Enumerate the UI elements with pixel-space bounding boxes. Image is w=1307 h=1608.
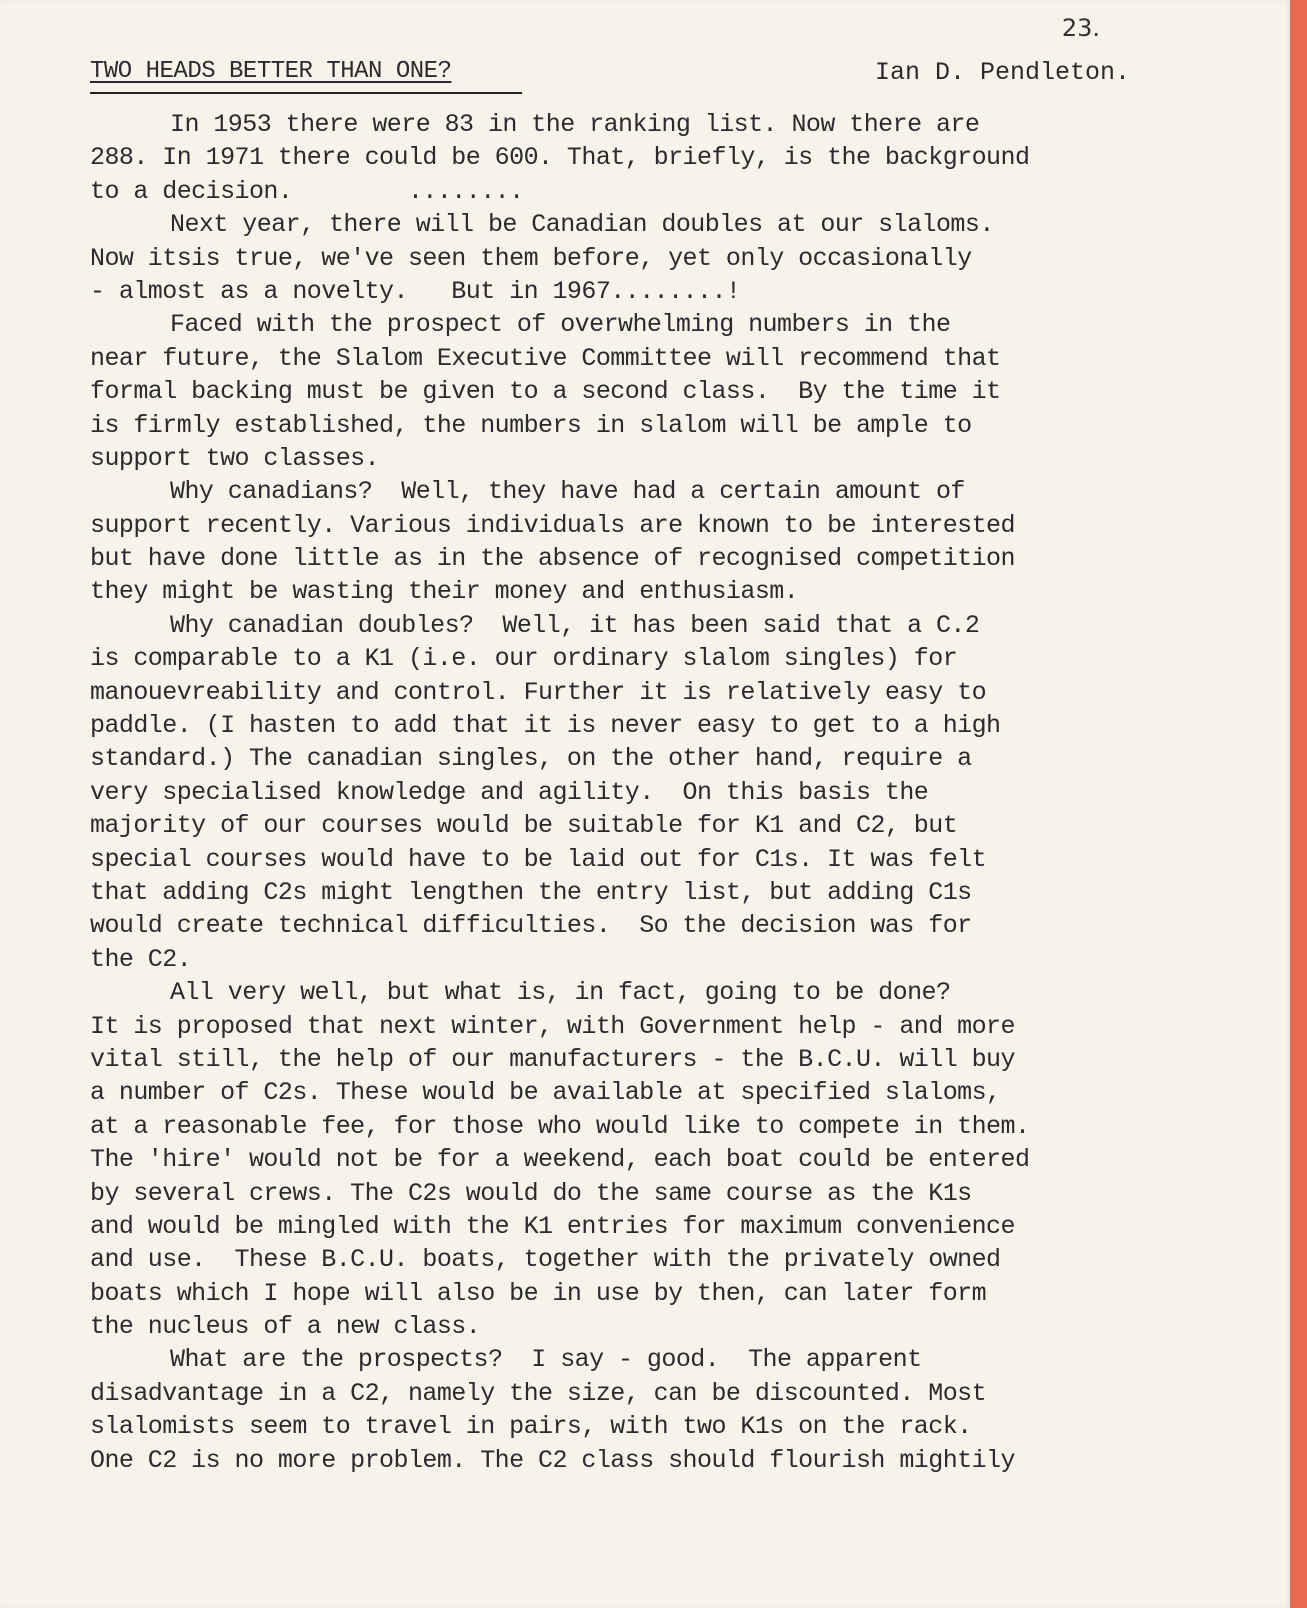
body-text-line: is firmly established, the numbers in slalom will be ample to bbox=[90, 410, 972, 440]
body-text-line: formal backing must be given to a second class. By the time it bbox=[90, 377, 1001, 407]
body-text-line: One C2 is no more problem. The C2 class should flourish mightily bbox=[90, 1445, 1015, 1475]
body-text-line: paddle. (I hasten to add that it is never easy to get to a high bbox=[90, 711, 1001, 741]
body-text-line: disadvantage in a C2, namely the size, can be discounted. Most bbox=[90, 1378, 987, 1408]
body-text-line: is comparable to a K1 (i.e. our ordinary slalom singles) for bbox=[90, 644, 958, 674]
article-header bbox=[90, 58, 1130, 94]
body-text-line: slalomists seem to travel in pairs, with two K1s on the rack. bbox=[90, 1412, 972, 1442]
body-text-line: In 1953 there were 83 in the ranking list. Now there are bbox=[170, 110, 980, 139]
title-underline bbox=[90, 92, 522, 94]
article-author: Ian D. Pendleton. bbox=[874, 58, 1130, 87]
body-text-line: the C2. bbox=[90, 944, 192, 974]
body-text-line: by several crews. The C2s would do the same course as the K1s bbox=[90, 1178, 972, 1208]
body-text-line: Faced with the prospect of overwhelming numbers in the bbox=[170, 310, 951, 340]
body-text-line: at a reasonable fee, for those who would like to compete in them. bbox=[90, 1111, 1030, 1141]
body-text-line: would create technical difficulties. So the decision was for bbox=[90, 911, 972, 941]
body-text-line: Why canadians? Well, they have had a certain amount of bbox=[170, 477, 965, 507]
body-text-line: Why canadian doubles? Well, it has been said that a C.2 bbox=[170, 610, 980, 640]
body-text-line: support recently. Various individuals are known to be interested bbox=[90, 510, 1015, 540]
page-edge bbox=[1290, 0, 1307, 1608]
page-number: 23. bbox=[1061, 14, 1100, 42]
body-text-line: Next year, there will be Canadian doubles at our slaloms. bbox=[170, 210, 994, 240]
body-text-line: It is proposed that next winter, with Government help - and more bbox=[90, 1011, 1015, 1041]
body-text-line: All very well, but what is, in fact, going to be done? bbox=[170, 978, 951, 1008]
body-text-line: standard.) The canadian singles, on the other hand, require a bbox=[90, 744, 972, 774]
body-text-line: Now itsis true, we've seen them before, yet only occasionally bbox=[90, 243, 972, 273]
body-text-line: near future, the Slalom Executive Committee will recommend that bbox=[90, 343, 1001, 373]
body-text-line: 288. In 1971 there could be 600. That, briefly, is the background bbox=[90, 143, 1030, 173]
body-text-line: special courses would have to be laid out for C1s. It was felt bbox=[90, 844, 987, 874]
body-text-line: but have done little as in the absence of recognised competition bbox=[90, 544, 1015, 574]
body-text-line: manouevreability and control. Further it is relatively easy to bbox=[90, 677, 987, 707]
body-text-line: that adding C2s might lengthen the entry list, but adding C1s bbox=[90, 877, 972, 907]
body-text-line: support two classes. bbox=[90, 443, 380, 473]
body-text-line: a number of C2s. These would be available at specified slaloms, bbox=[90, 1078, 1001, 1108]
body-text-line: vital still, the help of our manufacturers - the B.C.U. will buy bbox=[90, 1044, 1015, 1074]
body-text-line: boats which I hope will also be in use by then, can later form bbox=[90, 1278, 987, 1308]
body-text-line: What are the prospects? I say - good. The apparent bbox=[170, 1345, 922, 1375]
body-text-line: and would be mingled with the K1 entries for maximum convenience bbox=[90, 1211, 1015, 1241]
body-text-line: they might be wasting their money and enthusiasm. bbox=[90, 577, 799, 607]
body-text-line: very specialised knowledge and agility. On this basis the bbox=[90, 777, 929, 807]
article-title: TWO HEADS BETTER THAN ONE? bbox=[90, 58, 452, 85]
body-text-line: and use. These B.C.U. boats, together with the privately owned bbox=[90, 1245, 1001, 1275]
body-text-line: The 'hire' would not be for a weekend, each boat could be entered bbox=[90, 1145, 1030, 1175]
body-text-line: majority of our courses would be suitable for K1 and C2, but bbox=[90, 811, 958, 841]
body-text-line: - almost as a novelty. But in 1967........! bbox=[90, 276, 741, 306]
body-text-line: the nucleus of a new class. bbox=[90, 1312, 481, 1342]
article-body bbox=[90, 108, 1165, 1477]
body-text-line: to a decision. ........ bbox=[90, 176, 524, 206]
